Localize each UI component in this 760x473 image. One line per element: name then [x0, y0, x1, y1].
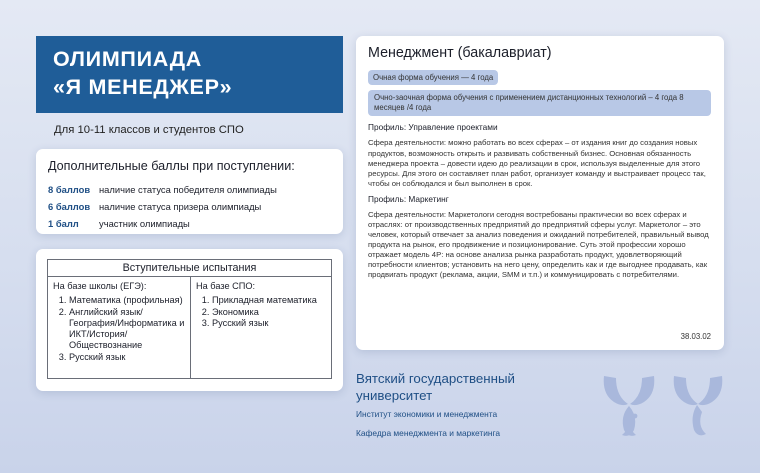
study-form-fulltime: Очная форма обучения — 4 года	[368, 70, 498, 85]
list-item: 2. Английский язык/ География/Информатика и ИКТ/История/ Обществознание	[69, 307, 185, 352]
bonus-description: наличие статуса призера олимпиады	[99, 201, 262, 212]
entrance-exams-card	[36, 249, 343, 391]
bonus-description: наличие статуса победителя олимпиады	[99, 184, 277, 195]
bonus-description: участник олимпиады	[99, 218, 190, 229]
olympiad-title	[36, 36, 343, 113]
bonus-points: 8 баллов	[48, 184, 91, 195]
bonus-points: 6 баллов	[48, 201, 91, 212]
list-item: 1. Прикладная математика	[212, 295, 326, 306]
profile-project-management: Профиль: Управление проектами	[368, 122, 498, 133]
list-item: 1. Математика (профильная)	[69, 295, 185, 306]
olympiad-title-line2: «Я МЕНЕДЖЕР»	[53, 75, 233, 99]
school-exams-column	[48, 277, 191, 379]
spo-exams-header: На базе СПО:	[196, 281, 256, 291]
bonus-title: Дополнительные баллы при поступлении:	[48, 159, 295, 173]
bonus-points-card	[36, 149, 343, 234]
bonus-points: 1 балл	[48, 218, 79, 229]
list-item: 3. Русский язык	[69, 352, 185, 363]
program-title: Менеджмент (бакалавриат)	[368, 45, 552, 61]
spo-exams-list	[196, 295, 326, 329]
profile-marketing: Профиль: Маркетинг	[368, 193, 449, 204]
bonus-row	[48, 198, 331, 215]
entrance-exams-table	[47, 259, 332, 379]
spo-exams-column	[191, 277, 331, 379]
bonus-row	[48, 181, 331, 198]
university-logo-icon	[602, 372, 724, 440]
entrance-exams-title: Вступительные испытания	[48, 260, 331, 277]
institute-name: Институт экономики и менеджмента	[356, 409, 498, 419]
university-name: Вятский государственный университет	[356, 371, 515, 403]
target-audience: Для 10-11 классов и студентов СПО	[54, 124, 244, 136]
school-exams-list	[53, 295, 185, 363]
school-exams-header: На базе школы (ЕГЭ):	[53, 281, 147, 291]
olympiad-title-line1: ОЛИМПИАДА	[53, 47, 203, 71]
study-form-parttime: Очно-заочная форма обучения с применением дистанционных технологий – 4 года 8 месяцев /4 года	[368, 90, 711, 116]
bonus-row	[48, 215, 331, 232]
department-name: Кафедра менеджмента и маркетинга	[356, 428, 501, 438]
program-code: 38.03.02	[680, 332, 711, 341]
list-item: 3. Русский язык	[212, 318, 326, 329]
list-item: 2. Экономика	[212, 307, 326, 318]
program-card	[356, 36, 724, 350]
profile-project-management-text: Сфера деятельности: можно работать во всех сферах – от издания книг до создания новых продуктов, возможность открыть и развивать собственный бизнес. Основная обязанность менеджера проекта – довести идею до реализации в срок, используя выделенные для этого ресурсы. Для этого он составляет план работ, организует команду и выстраивает процесс так, чтобы он соблюдался и был выполнен в срок.	[368, 138, 706, 188]
profile-marketing-text: Сфера деятельности: Маркетологи сегодня востребованы практически во всех сферах и отраслях: от производственных предприятий до предприятий сферы услуг. Маркетолог – это человек, который отвечает за анализ поведения и ожиданий потребителей, правильный вывод продукта на рынок, его продвижение и позиционирование. Суть этой профессии хорошо отражает модель 4P: на основе анализа рынка разработать продукт, удовлетворяющий потребности клиентов; установить на него цену, определить как и где выгоднее продавать, как продвигать продукт (реклама, акции, SMM и т.п.) и коммуницировать с потребителями.	[368, 209, 709, 280]
